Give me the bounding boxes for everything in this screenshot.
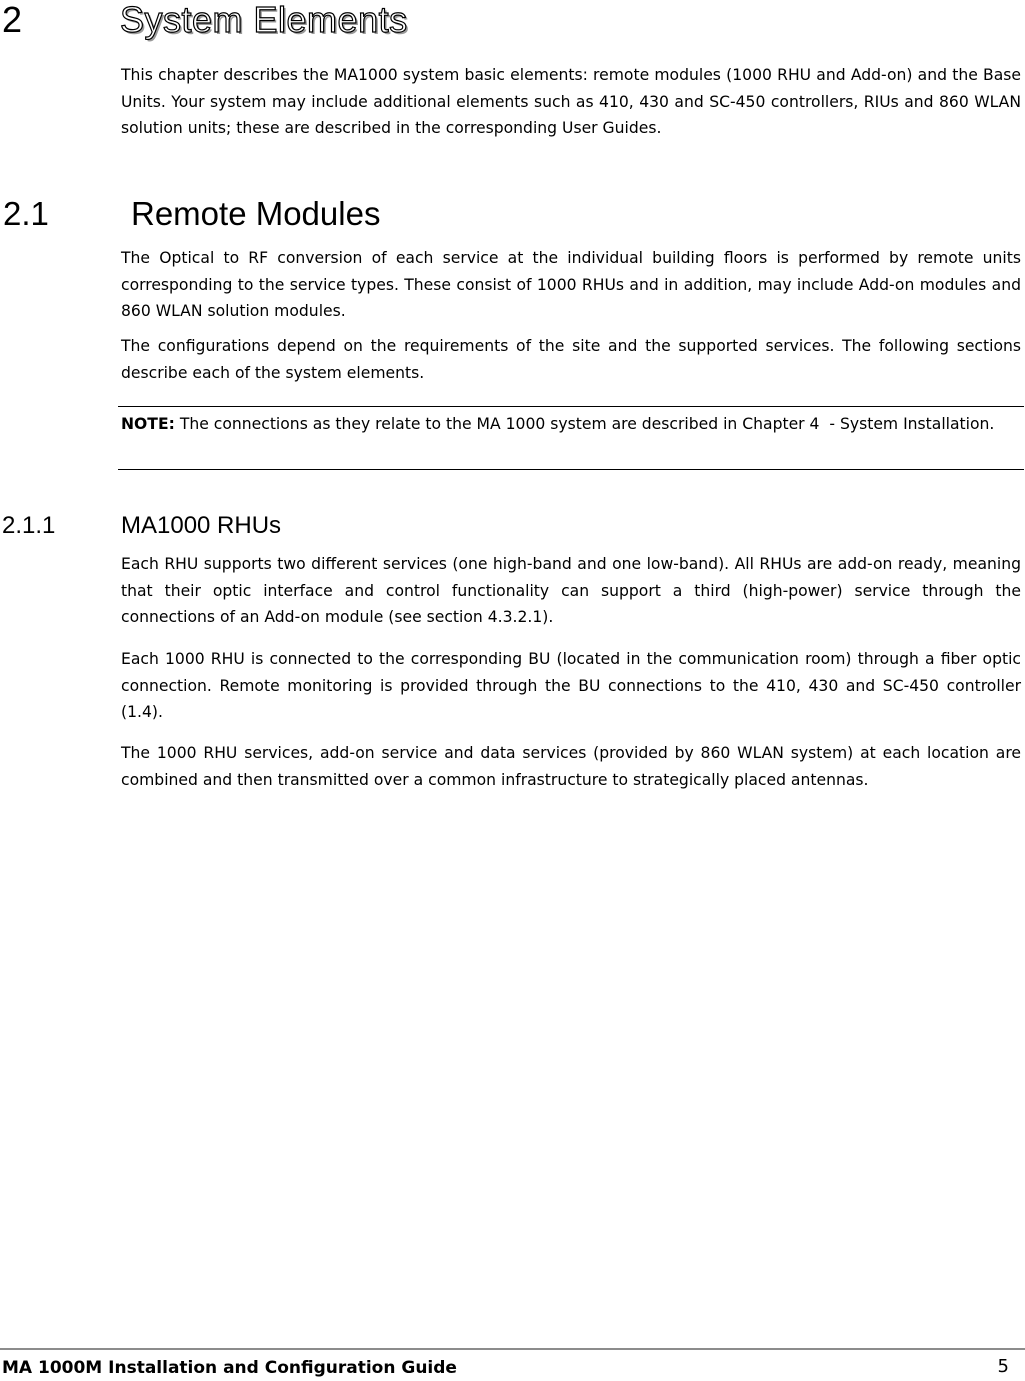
note-body: The connections as they relate to the MA 1000 system are described in Chapter 4 - System Installation. xyxy=(179,415,995,433)
section-paragraph-2: The configurations depend on the requirements of the site and the supported services. The following sections describe each of the system elements. xyxy=(121,337,1021,382)
footer-title: MA 1000M Installation and Configuration Guide xyxy=(2,1358,457,1378)
subsection-title: MA1000 RHUs xyxy=(121,512,282,539)
subsection-paragraph-3: The 1000 RHU services, add-on service and data services (provided by 860 WLAN system) at each location are combined and then transmitted over a common infrastructure to strategically placed antennas. xyxy=(121,744,1021,789)
page-number: 5 xyxy=(997,1356,1009,1377)
footer-divider xyxy=(0,1348,1025,1350)
subsection-paragraph-1: Each RHU supports two different services (one high-band and one low-band). All RHUs are add-on ready, meaning that their optic interface and control functionality can support a third (high-power) service through the connections of an Add-on module (see section 4.3.2.1). xyxy=(121,555,1021,626)
note-text xyxy=(118,407,1024,438)
section-paragraph-1: The Optical to RF conversion of each service at the individual building floors is performed by remote units corresponding to the service types. These consist of 1000 RHUs and in addition, may include Add-on modules and 860 WLAN solution modules. xyxy=(121,249,1021,320)
chapter-title: System Elements xyxy=(120,0,408,40)
note-box xyxy=(118,406,1024,470)
note-label: NOTE: xyxy=(121,415,175,433)
subsection-number: 2.1.1 xyxy=(2,512,56,539)
chapter-intro-paragraph: This chapter describes the MA1000 system basic elements: remote modules (1000 RHU and Add-on) and the Base Units. Your system may include additional elements such as 410, 430 and SC-450 controllers, RIUs and 860 WLAN solution units; these are described in the corresponding User Guides. xyxy=(121,66,1021,137)
subsection-paragraph-2: Each 1000 RHU is connected to the corresponding BU (located in the communication room) through a fiber optic connection. Remote monitoring is provided through the BU connections to the 410, 430 and SC-450 controller (1.4). xyxy=(121,650,1021,721)
section-number: 2.1 xyxy=(3,195,49,232)
chapter-number: 2 xyxy=(2,0,23,40)
section-title: Remote Modules xyxy=(131,195,381,232)
